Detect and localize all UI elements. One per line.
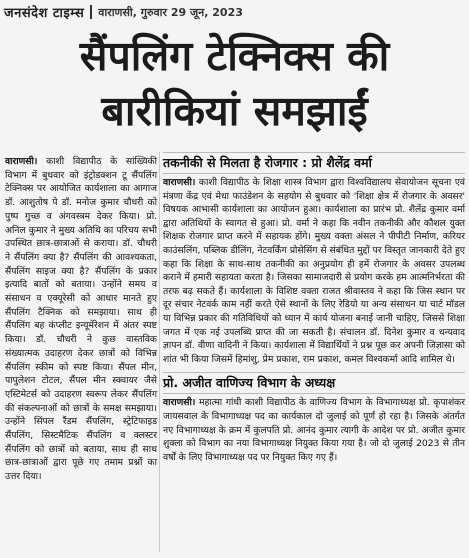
- article-1-body: [163, 176, 465, 366]
- masthead-divider: [90, 5, 92, 19]
- newspaper-logo: जनसंदेश टाइम्स: [4, 6, 85, 21]
- side-stories: [163, 152, 465, 464]
- main-story-body: [5, 155, 157, 484]
- article-2-dateline: वाराणसी।: [163, 397, 196, 409]
- article-2-body: [163, 396, 465, 464]
- column-divider: [159, 152, 160, 552]
- main-story-dateline: वाराणसी।: [5, 156, 38, 167]
- masthead: [4, 2, 243, 22]
- article-1-subhead: तकनीकी से मिलता है रोजगार : प्रो शैलेंद्र वर्मा: [163, 152, 465, 174]
- edition-dateline: वाराणसी, गुरुवार 29 जून, 2023: [98, 5, 243, 19]
- main-story-text: काशी विद्यापीठ के सांख्यिकी विभाग में बुधवार को इंट्रोडक्शन टू सैंपलिंग टेक्निक्स पर आयोजित कार्यशाला का आगाज डॉ. आशुतोष पे डॉ. मनोज कुमार चौधरी को पुष्प गुच्छ व अंगवस्त्रम देकर किया। प्रो. अनिल कुमार ने मुख्य अतिथि का परिचय सभी उपस्थित छात्र-छात्राओं से कराया। डॉ. चौधरी ने सैंपलिंग क्या है? सैंपलिंग की आवश्यकता, सैंपलिंग साइज क्या है? सैंपलिंग के प्रकार इत्यादि बातों को बताया। उन्होंने समय व संसाधन व एक्यूरेसी को आधार मानते हुए सैंपलिंग टैक्निक को समझाया। साथ ही सैंपलिंग बह कंप्लीट इन्यूमेंरेशन में अंतर स्पष्ट किया। डॉ. चौधरी ने कुछ वास्तविक संख्यात्मक उदाहरण देकर छात्रों को विभिन्न सैंपलिंग स्कीम को स्पष्ट किया। सैंपल मीन, पापुलेशन टोटल, सैंपल मीन स्क्वायर जैसे एस्टिमेटर्स को उदाहरण स्वरूप लेकर सैंपलिंग की संकल्पनाओं को छात्रों के समक्ष समझाया। उन्होंने सिंपल रैंडम सैंपलिंग, स्ट्रेटिफाइड सैंपलिंग, सिस्टमैटिक सैंपलिंग व क्लस्टर सैंपलिंग को छात्रों को बताया, साथ ही साथ छात्र-छात्राओं द्वारा पूछे गए तमाम प्रश्नों का उत्तर दिया।: [5, 156, 157, 483]
- headline-line-2: बारीकियां समझाईं: [101, 87, 368, 135]
- headline-line-1: सैंपलिंग टेक्निक्स की: [79, 32, 390, 80]
- article-2-text: महात्मा गांधी काशी विद्यापीठ के वाणिज्य विभाग के विभागाध्यक्ष प्रो. कृपाशंकर जायसवाल के विभागाध्यक्ष पद का कार्यकाल दो जुलाई को पूर्ण हो रहा है। जिसके अंतर्गत नए विभागाध्यक्ष के क्रम में कुलपति प्रो. आनंद कुमार त्यागी के आदेश पर प्रो. अजीत कुमार शुक्ला को विभाग का नया विभागाध्यक्ष नियुक्त किया गया है। जो दो जुलाई 2023 से तीन वर्षों के लिए विभागाध्यक्ष पद पर नियुक्त किए गए हैं।: [163, 397, 466, 463]
- article-2-subhead: प्रो. अजीत वाणिज्य विभाग के अध्यक्ष: [163, 372, 465, 394]
- article-1-text: काशी विद्यापीठ के शिक्षा शास्त्र विभाग द्वारा विश्वविद्यालय सेवायोजन सूचना एवं मंत्रणा केंद्र एवं मेधा फाउंडेशन के सहयोग से बुधवार को 'शिक्षा क्षेत्र में रोजगार के अवसर' विषयक आभासी कार्यशाला का आयोजन हुआ। कार्यशाला का प्रारंभ प्रो. शैलेंद्र कुमार वर्मा द्वारा अतिथियों के स्वागत से हुआ। प्रो. वर्मा ने कहा कि नवीन तकनीकी और कौशल युक्त शिक्षक रोजगार प्राप्त करने में सहायक होंगे। मुख्य वक्ता अंसल ने पीपीटी निर्माण, करियर काउंसलिंग, पब्लिक डीलिंग, नेटवर्किंग प्रोसेसिंग से संबंधित मुद्दों पर विस्तृत जानकारी देते हुए कहा कि शिक्षा के साथ-साथ तकनीकी का अनुप्रयोग ही हमें रोजगार के अवसर उपलब्ध कराने में हमारी सहायता करता है। जिसका सामाजदारी से प्रयोग करके हम आत्मनिर्भरता की तरफ बढ़ सकते हैं। कार्यशाला के विशिष्ट वक्ता राजत श्रीवास्तव ने कहा कि जिस स्थान पर दूर संचार नेटवर्क काम नहीं करते ऐसे स्थानों के लिए रेडियो या अन्य संसाधन या चार्ट मॉडल या विभिन्न प्रकार की गतिविधियों को ध्यान में कार्य योजना बनाई जानी चाहिए, जिससे शिक्षा जगत में एक नई उपलब्धि प्राप्त की जा सकती है। संचालन डॉ. दिनेश कुमार व धन्यवाद ज्ञापन डॉ. वीणा वादिनी ने किया। कार्यशाला में विद्यार्थियों ने प्रश्न पूछ कर अपनी जिज्ञासा को शांत भी किया जिसमें हिमांशु, प्रेम प्रकाश, राम प्रकाश, कमल विश्वकर्मा आदि शामिल थे।: [163, 177, 466, 365]
- article-1-dateline: वाराणसी।: [163, 177, 196, 188]
